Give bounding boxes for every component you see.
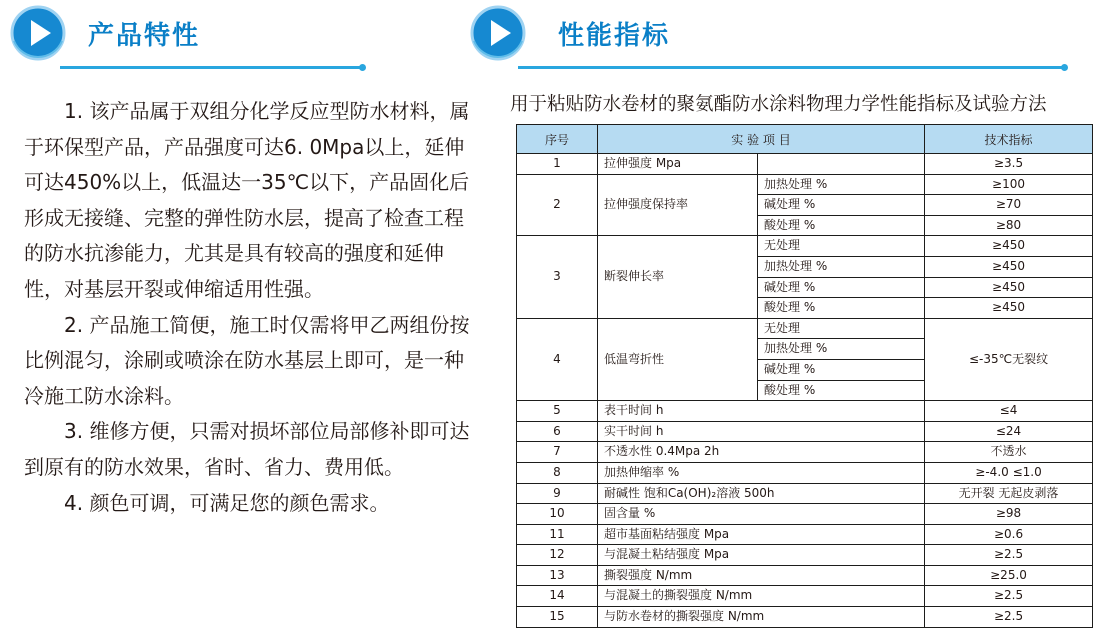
table-row [517, 154, 1093, 175]
left-section-heading [10, 5, 370, 59]
row-sub: 加热处理 % [758, 339, 925, 360]
table-row [517, 545, 1093, 566]
row-no: 15 [517, 607, 598, 628]
row-value: ≥70 [925, 195, 1093, 216]
row-no: 11 [517, 524, 598, 545]
row-no: 3 [517, 236, 598, 318]
table-header-row [517, 125, 1093, 154]
row-value: ≥-4.0 ≤1.0 [925, 462, 1093, 483]
header-no: 序号 [517, 125, 598, 154]
table-row [517, 174, 1093, 195]
row-item: 撕裂强度 N/mm [598, 565, 925, 586]
row-item: 与防水卷材的撕裂强度 N/mm [598, 607, 925, 628]
spec-table [516, 124, 1093, 628]
section-title: 产品特性 [88, 21, 201, 51]
row-value: ≤4 [925, 401, 1093, 422]
row-value: ≥450 [925, 298, 1093, 319]
row-item: 低温弯折性 [598, 318, 758, 400]
feature-paragraphs [24, 94, 474, 521]
table-row [517, 565, 1093, 586]
feature-paragraph-4: 4. 颜色可调，可满足您的颜色需求。 [64, 490, 390, 515]
heading-underline [60, 66, 360, 69]
row-sub: 无处理 [758, 236, 925, 257]
row-no: 9 [517, 483, 598, 504]
right-section-heading [470, 5, 1100, 59]
row-item: 断裂伸长率 [598, 236, 758, 318]
row-item: 超市基面粘结强度 Mpa [598, 524, 925, 545]
table-row [517, 442, 1093, 463]
row-sub: 碱处理 % [758, 359, 925, 380]
header-value: 技术指标 [925, 125, 1093, 154]
row-no: 6 [517, 421, 598, 442]
row-sub: 加热处理 % [758, 174, 925, 195]
row-sub: 酸处理 % [758, 298, 925, 319]
row-value: ≥0.6 [925, 524, 1093, 545]
row-no: 14 [517, 586, 598, 607]
row-item: 加热伸缩率 % [598, 462, 925, 483]
row-value: ≥2.5 [925, 545, 1093, 566]
row-no: 12 [517, 545, 598, 566]
underline-dot [359, 64, 366, 71]
row-item: 固含量 % [598, 504, 925, 525]
table-subtitle: 用于粘贴防水卷材的聚氨酯防水涂料物理力学性能指标及试验方法 [510, 94, 1047, 115]
underline-dot [1061, 64, 1068, 71]
row-value: ≥450 [925, 256, 1093, 277]
row-value: 无开裂 无起皮剥落 [925, 483, 1093, 504]
table-row [517, 504, 1093, 525]
feature-paragraph-2: 2. 产品施工简便，施工时仅需将甲乙两组份按比例混匀，涂刷或喷涂在防水基层上即可，是一种冷施工防水涂料。 [24, 312, 470, 408]
row-no: 10 [517, 504, 598, 525]
row-no: 4 [517, 318, 598, 400]
row-value: ≥80 [925, 215, 1093, 236]
row-item: 与混凝土粘结强度 Mpa [598, 545, 925, 566]
table-row [517, 586, 1093, 607]
table-row [517, 236, 1093, 257]
feature-paragraph-3: 3. 维修方便，只需对损坏部位局部修补即可达到原有的防水效果，省时、省力、费用低。 [24, 419, 470, 479]
table-row [517, 318, 1093, 339]
row-item: 耐碱性 饱和Ca(OH)₂溶液 500h [598, 483, 925, 504]
row-no: 13 [517, 565, 598, 586]
row-value: ≥25.0 [925, 565, 1093, 586]
row-item: 表干时间 h [598, 401, 925, 422]
row-value: ≥2.5 [925, 607, 1093, 628]
row-sub: 无处理 [758, 318, 925, 339]
row-item: 不透水性 0.4Mpa 2h [598, 442, 925, 463]
table-row [517, 483, 1093, 504]
row-sub: 碱处理 % [758, 277, 925, 298]
row-value: ≤-35℃无裂纹 [925, 318, 1093, 400]
row-sub: 酸处理 % [758, 215, 925, 236]
row-value: ≤24 [925, 421, 1093, 442]
table-row [517, 401, 1093, 422]
row-no: 7 [517, 442, 598, 463]
row-sub [758, 154, 925, 175]
row-no: 2 [517, 174, 598, 236]
table-row [517, 524, 1093, 545]
table-row [517, 462, 1093, 483]
row-item: 与混凝土的撕裂强度 N/mm [598, 586, 925, 607]
row-sub: 酸处理 % [758, 380, 925, 401]
row-value: ≥100 [925, 174, 1093, 195]
row-sub: 碱处理 % [758, 195, 925, 216]
play-icon [10, 5, 66, 61]
play-icon [470, 5, 526, 61]
row-no: 5 [517, 401, 598, 422]
row-item: 拉伸强度 Mpa [598, 154, 758, 175]
heading-underline [518, 66, 1063, 69]
table-row [517, 607, 1093, 628]
row-value: ≥450 [925, 277, 1093, 298]
row-value: ≥98 [925, 504, 1093, 525]
row-no: 8 [517, 462, 598, 483]
row-value: ≥3.5 [925, 154, 1093, 175]
row-no: 1 [517, 154, 598, 175]
row-value: 不透水 [925, 442, 1093, 463]
feature-paragraph-1: 1. 该产品属于双组分化学反应型防水材料，属于环保型产品，产品强度可达6. 0Mpa以上，延伸可达450%以上，低温达一35℃以下，产品固化后形成无接缝、完整的弹性防水层，提高了检查工程的防水抗渗能力，尤其是具有较高的强度和延伸性，对基层开裂或伸缩适用性强。 [24, 99, 470, 301]
table-row [517, 421, 1093, 442]
row-item: 拉伸强度保持率 [598, 174, 758, 236]
row-item: 实干时间 h [598, 421, 925, 442]
section-title: 性能指标 [558, 21, 671, 51]
row-value: ≥2.5 [925, 586, 1093, 607]
header-item: 实 验 项 目 [598, 125, 925, 154]
row-sub: 加热处理 % [758, 256, 925, 277]
row-value: ≥450 [925, 236, 1093, 257]
